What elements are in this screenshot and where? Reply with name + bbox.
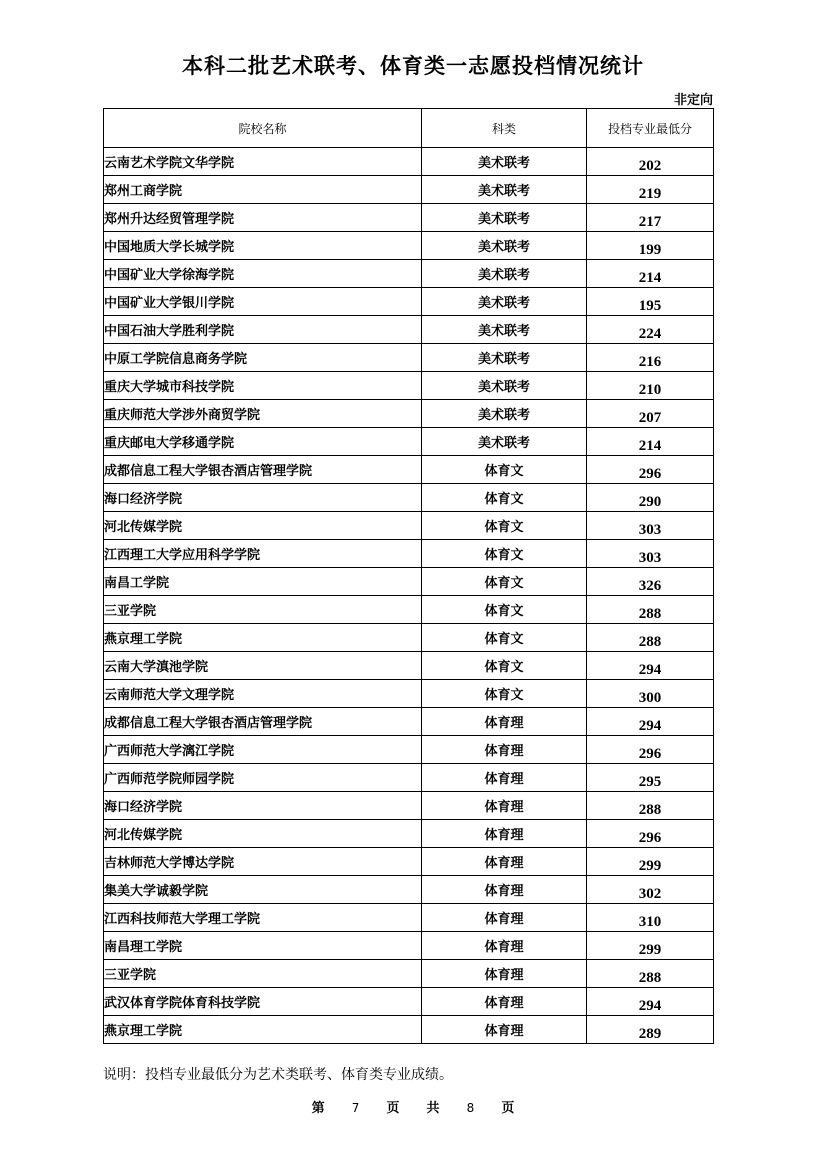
- category-cell: 体育文: [422, 512, 587, 540]
- table-row: [104, 148, 714, 176]
- school-cell: 江西理工大学应用科学学院: [104, 540, 422, 568]
- table-row: [104, 484, 714, 512]
- school-cell: 郑州升达经贸管理学院: [104, 204, 422, 232]
- header-school: 院校名称: [104, 109, 422, 148]
- min-score-cell: 288: [587, 624, 714, 652]
- school-cell: 海口经济学院: [104, 792, 422, 820]
- school-cell: 河北传媒学院: [104, 820, 422, 848]
- category-cell: 体育文: [422, 540, 587, 568]
- school-cell: 云南大学滇池学院: [104, 652, 422, 680]
- min-score-cell: 288: [587, 960, 714, 988]
- table-row: [104, 176, 714, 204]
- school-cell: 中国矿业大学徐海学院: [104, 260, 422, 288]
- school-cell: 河北传媒学院: [104, 512, 422, 540]
- table-row: [104, 764, 714, 792]
- min-score-cell: 290: [587, 484, 714, 512]
- school-cell: 南昌工学院: [104, 568, 422, 596]
- score-table: [103, 108, 714, 1044]
- school-cell: 集美大学诚毅学院: [104, 876, 422, 904]
- table-row: [104, 820, 714, 848]
- school-cell: 重庆大学城市科技学院: [104, 372, 422, 400]
- category-cell: 体育文: [422, 456, 587, 484]
- school-cell: 燕京理工学院: [104, 624, 422, 652]
- school-cell: 武汉体育学院体育科技学院: [104, 988, 422, 1016]
- table-row: [104, 596, 714, 624]
- table-row: [104, 1016, 714, 1044]
- table-row: [104, 428, 714, 456]
- category-cell: 美术联考: [422, 176, 587, 204]
- min-score-cell: 326: [587, 568, 714, 596]
- category-cell: 美术联考: [422, 372, 587, 400]
- school-cell: 中国矿业大学银川学院: [104, 288, 422, 316]
- table-row: [104, 288, 714, 316]
- table-row: [104, 988, 714, 1016]
- table-row: [104, 708, 714, 736]
- category-cell: 体育理: [422, 876, 587, 904]
- category-cell: 体育文: [422, 680, 587, 708]
- table-row: [104, 400, 714, 428]
- category-cell: 体育理: [422, 708, 587, 736]
- table-row: [104, 876, 714, 904]
- category-cell: 体育文: [422, 568, 587, 596]
- school-cell: 云南师范大学文理学院: [104, 680, 422, 708]
- page-title: 本科二批艺术联考、体育类一志愿投档情况统计: [182, 54, 644, 78]
- min-score-cell: 214: [587, 260, 714, 288]
- category-cell: 美术联考: [422, 204, 587, 232]
- school-cell: 云南艺术学院文华学院: [104, 148, 422, 176]
- min-score-cell: 210: [587, 372, 714, 400]
- min-score-cell: 296: [587, 736, 714, 764]
- school-cell: 中国地质大学长城学院: [104, 232, 422, 260]
- footnote: 说明：投档专业最低分为艺术类联考、体育类专业成绩。: [103, 1067, 453, 1083]
- school-cell: 中原工学院信息商务学院: [104, 344, 422, 372]
- category-cell: 体育理: [422, 848, 587, 876]
- category-cell: 体育理: [422, 764, 587, 792]
- min-score-cell: 300: [587, 680, 714, 708]
- table-row: [104, 848, 714, 876]
- min-score-cell: 288: [587, 792, 714, 820]
- category-cell: 体育理: [422, 904, 587, 932]
- category-cell: 体育理: [422, 792, 587, 820]
- min-score-cell: 295: [587, 764, 714, 792]
- category-cell: 美术联考: [422, 260, 587, 288]
- min-score-cell: 219: [587, 176, 714, 204]
- table-row: [104, 624, 714, 652]
- min-score-cell: 294: [587, 988, 714, 1016]
- min-score-cell: 296: [587, 820, 714, 848]
- footer-ye: 页: [386, 1101, 400, 1116]
- min-score-cell: 296: [587, 456, 714, 484]
- category-cell: 体育理: [422, 736, 587, 764]
- header-category: 科类: [422, 109, 587, 148]
- school-cell: 中国石油大学胜利学院: [104, 316, 422, 344]
- category-cell: 美术联考: [422, 288, 587, 316]
- min-score-cell: 303: [587, 540, 714, 568]
- school-cell: 江西科技师范大学理工学院: [104, 904, 422, 932]
- min-score-cell: 288: [587, 596, 714, 624]
- min-score-cell: 217: [587, 204, 714, 232]
- category-cell: 体育文: [422, 484, 587, 512]
- min-score-cell: 199: [587, 232, 714, 260]
- footer-di: 第: [311, 1101, 325, 1116]
- table-row: [104, 736, 714, 764]
- min-score-cell: 195: [587, 288, 714, 316]
- school-cell: 成都信息工程大学银杏酒店管理学院: [104, 456, 422, 484]
- table-row: [104, 652, 714, 680]
- school-cell: 重庆师范大学涉外商贸学院: [104, 400, 422, 428]
- school-cell: 成都信息工程大学银杏酒店管理学院: [104, 708, 422, 736]
- min-score-cell: 224: [587, 316, 714, 344]
- min-score-cell: 214: [587, 428, 714, 456]
- category-cell: 体育理: [422, 988, 587, 1016]
- table-row: [104, 540, 714, 568]
- table-row: [104, 960, 714, 988]
- school-cell: 南昌理工学院: [104, 932, 422, 960]
- category-cell: 美术联考: [422, 428, 587, 456]
- category-cell: 体育理: [422, 932, 587, 960]
- min-score-cell: 216: [587, 344, 714, 372]
- school-cell: 吉林师范大学博达学院: [104, 848, 422, 876]
- table-row: [104, 204, 714, 232]
- min-score-cell: 299: [587, 848, 714, 876]
- min-score-cell: 310: [587, 904, 714, 932]
- school-cell: 三亚学院: [104, 960, 422, 988]
- category-cell: 美术联考: [422, 316, 587, 344]
- category-cell: 美术联考: [422, 400, 587, 428]
- school-cell: 郑州工商学院: [104, 176, 422, 204]
- table-row: [104, 680, 714, 708]
- min-score-cell: 294: [587, 708, 714, 736]
- footer-ye2: 页: [501, 1101, 515, 1116]
- footer-gong: 共: [426, 1101, 440, 1116]
- table-row: [104, 568, 714, 596]
- min-score-cell: 294: [587, 652, 714, 680]
- school-cell: 广西师范大学漓江学院: [104, 736, 422, 764]
- category-cell: 美术联考: [422, 148, 587, 176]
- school-cell: 广西师范学院师园学院: [104, 764, 422, 792]
- table-row: [104, 512, 714, 540]
- category-cell: 体育理: [422, 960, 587, 988]
- page-footer: [0, 1097, 826, 1116]
- footer-page-number: 7: [351, 1101, 360, 1115]
- table-row: [104, 932, 714, 960]
- table-row: [104, 792, 714, 820]
- min-score-cell: 303: [587, 512, 714, 540]
- min-score-cell: 289: [587, 1016, 714, 1044]
- min-score-cell: 202: [587, 148, 714, 176]
- table-row: [104, 260, 714, 288]
- table-row: [104, 316, 714, 344]
- category-cell: 体育文: [422, 624, 587, 652]
- table-body: [104, 148, 714, 1044]
- header-min-score: 投档专业最低分: [587, 109, 714, 148]
- category-cell: 体育理: [422, 820, 587, 848]
- school-cell: 燕京理工学院: [104, 1016, 422, 1044]
- table-row: [104, 344, 714, 372]
- school-cell: 重庆邮电大学移通学院: [104, 428, 422, 456]
- table-header-row: [104, 109, 714, 148]
- min-score-cell: 302: [587, 876, 714, 904]
- table-row: [104, 372, 714, 400]
- category-cell: 体育文: [422, 652, 587, 680]
- category-cell: 美术联考: [422, 344, 587, 372]
- table-row: [104, 904, 714, 932]
- subtitle-label: 非定向: [673, 93, 713, 108]
- school-cell: 三亚学院: [104, 596, 422, 624]
- category-cell: 体育理: [422, 1016, 587, 1044]
- category-cell: 美术联考: [422, 232, 587, 260]
- school-cell: 海口经济学院: [104, 484, 422, 512]
- min-score-cell: 299: [587, 932, 714, 960]
- footer-total-pages: 8: [466, 1101, 475, 1115]
- table-row: [104, 232, 714, 260]
- table-row: [104, 456, 714, 484]
- category-cell: 体育文: [422, 596, 587, 624]
- min-score-cell: 207: [587, 400, 714, 428]
